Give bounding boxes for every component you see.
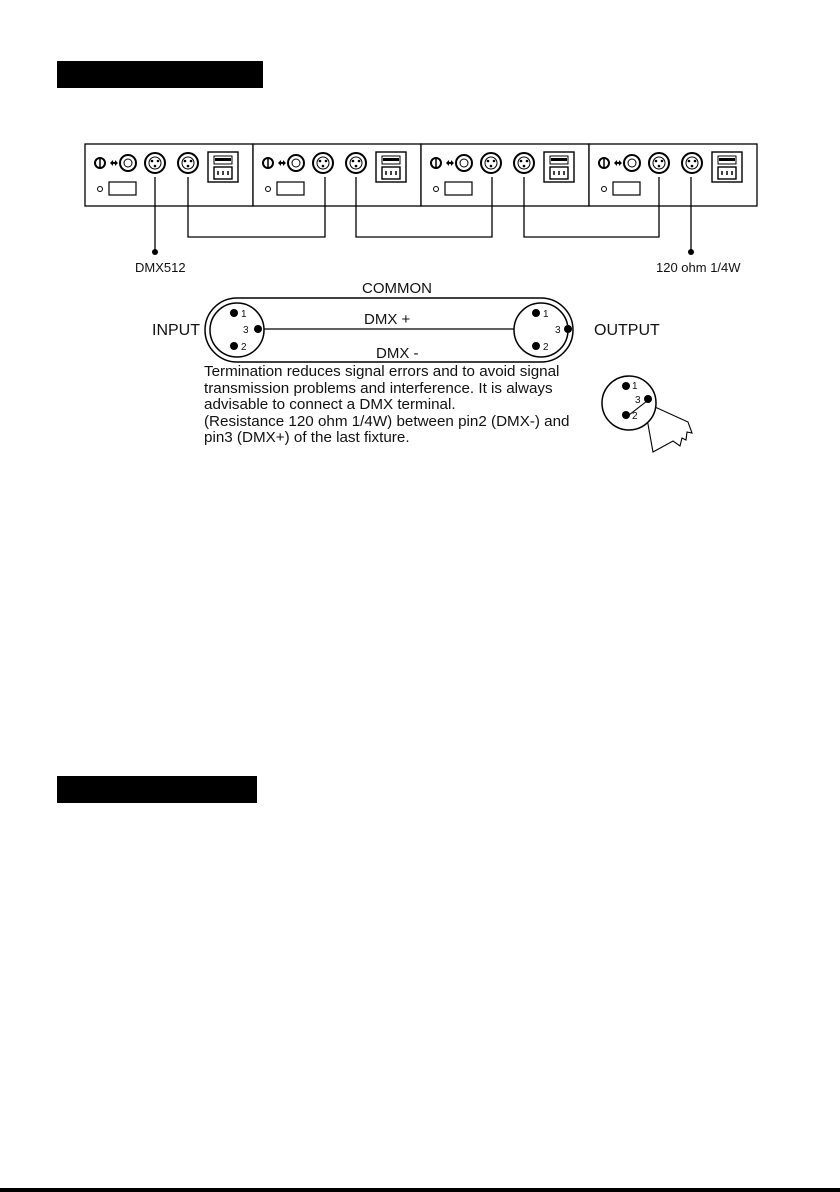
common-label: COMMON — [362, 280, 432, 297]
dmx-in-connector — [649, 153, 669, 173]
term-pin3-label: 3 — [635, 395, 641, 406]
input-pin1-label: 1 — [241, 309, 247, 320]
dmx-out-connector — [514, 153, 534, 173]
dmx-minus-label: DMX - — [376, 345, 419, 362]
power-inlet-icon — [376, 152, 406, 182]
power-inlet-icon — [712, 152, 742, 182]
output-pin2-label: 2 — [543, 342, 549, 353]
input-pin3 — [254, 325, 262, 333]
input-pin2-label: 2 — [241, 342, 247, 353]
termination-note-line: (Resistance 120 ohm 1/4W) between pin2 (DMX-) and — [204, 412, 570, 430]
termination-note-line: Termination reduces signal errors and to avoid signal — [204, 363, 560, 380]
terminator-dot — [688, 249, 694, 255]
fixture-back-panel — [85, 144, 253, 206]
display-window — [109, 182, 136, 195]
dmx-out-connector — [346, 153, 366, 173]
term-pin2 — [622, 411, 630, 419]
fixture-back-panel — [253, 144, 421, 206]
led-indicator — [602, 187, 607, 192]
termination-note-line: advisable to connect a DMX terminal. — [204, 396, 456, 413]
display-window — [277, 182, 304, 195]
fuse-icon — [95, 158, 105, 168]
section-heading-bar-bottom — [57, 776, 257, 803]
termination-note — [204, 364, 614, 447]
output-pin2 — [532, 342, 540, 350]
dmx-out-connector — [178, 153, 198, 173]
adjust-knob-icon — [624, 155, 640, 171]
term-pin2-label: 2 — [632, 411, 638, 422]
led-indicator — [266, 187, 271, 192]
page-bottom-border — [0, 1188, 840, 1192]
adjust-knob-icon — [120, 155, 136, 171]
dmx-in-connector — [145, 153, 165, 173]
input-label: INPUT — [152, 322, 200, 339]
display-window — [445, 182, 472, 195]
fixture-chain — [85, 144, 757, 206]
display-window — [613, 182, 640, 195]
fuse-icon — [599, 158, 609, 168]
fuse-icon — [431, 158, 441, 168]
dmx-in-connector — [313, 153, 333, 173]
input-pin2 — [230, 342, 238, 350]
led-indicator — [98, 187, 103, 192]
dmx512-label: DMX512 — [135, 260, 186, 275]
adjust-knob-icon — [288, 155, 304, 171]
fixture-back-panel — [589, 144, 757, 206]
dmx-input-dot — [152, 249, 158, 255]
adjust-knob-icon — [456, 155, 472, 171]
input-pin3-label: 3 — [243, 325, 249, 336]
xlr-wiring-schematic — [152, 280, 660, 362]
term-pin1-label: 1 — [632, 381, 638, 392]
output-pin3 — [564, 325, 572, 333]
input-pin1 — [230, 309, 238, 317]
output-pin1 — [532, 309, 540, 317]
term-pin1 — [622, 382, 630, 390]
fixture-back-panel — [421, 144, 589, 206]
dmx-in-connector — [481, 153, 501, 173]
termination-note-line: transmission problems and interference. It is always — [204, 379, 553, 397]
led-indicator — [434, 187, 439, 192]
power-inlet-icon — [208, 152, 238, 182]
fuse-icon — [263, 158, 273, 168]
terminator-connector — [602, 376, 692, 452]
dmx-plus-label: DMX + — [364, 311, 411, 328]
dmx-out-connector — [682, 153, 702, 173]
termination-note-line: pin3 (DMX+) of the last fixture. — [204, 429, 410, 446]
output-pin1-label: 1 — [543, 309, 549, 320]
output-label: OUTPUT — [594, 322, 660, 339]
output-pin3-label: 3 — [555, 325, 561, 336]
power-inlet-icon — [544, 152, 574, 182]
terminator-label: 120 ohm 1/4W — [656, 260, 741, 275]
